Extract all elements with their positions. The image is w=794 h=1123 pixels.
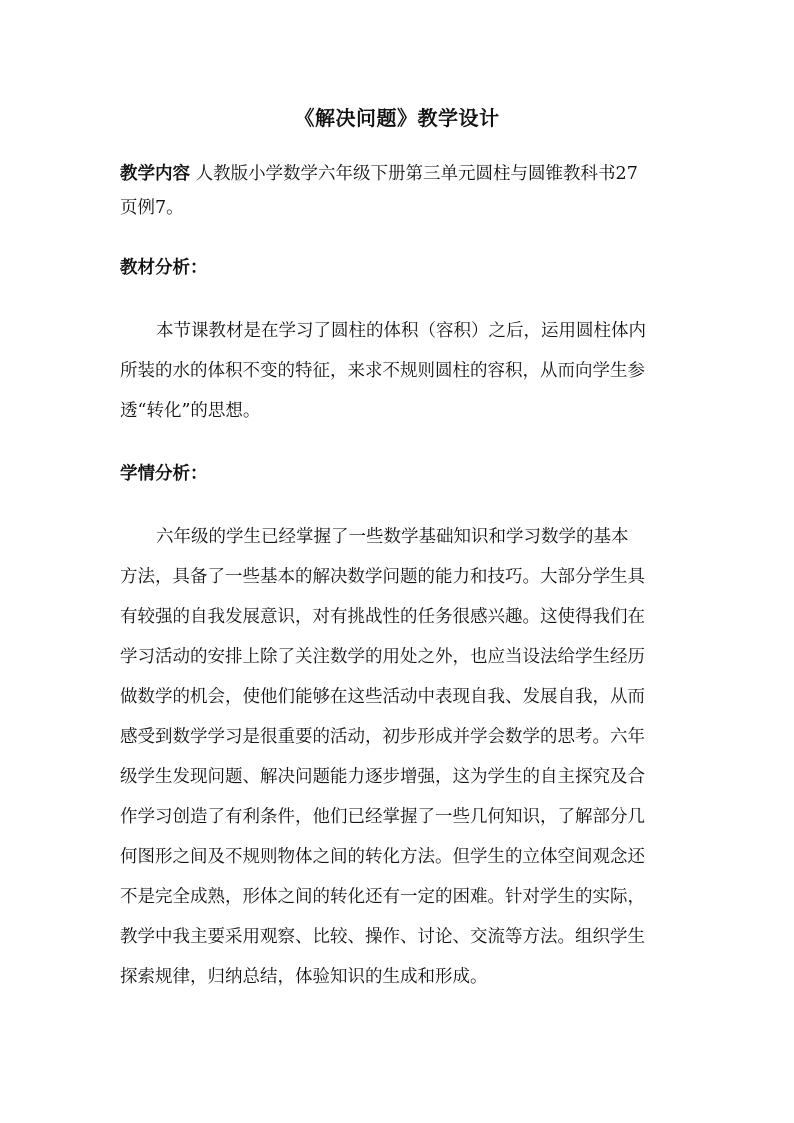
paragraph-line: 学习活动的安排上除了关注数学的用处之外，也应当设法给学生经历 [120, 647, 645, 667]
paragraph-line: 何图形之间及不规则物体之间的转化方法。但学生的立体空间观念还 [120, 847, 645, 867]
paragraph-line: 六年级的学生已经掌握了一些数学基础知识和学习数学的基本 [156, 527, 629, 547]
document-title: 《解决问题》教学设计 [294, 106, 500, 130]
teaching-content-text: 人教版小学数学六年级下册第三单元圆柱与圆锥教科书27 [190, 164, 638, 184]
paragraph-learner-analysis [120, 517, 682, 997]
teaching-content-line-2: 页例7。 [120, 198, 184, 218]
paragraph-line: 有较强的自我发展意识，对有挑战性的任务很感兴趣。这使得我们在 [120, 607, 645, 627]
paragraph-line: 作学习创造了有利条件，他们已经掌握了一些几何知识，了解部分几 [120, 807, 645, 827]
teaching-content-label: 教学内容 [120, 164, 190, 184]
paragraph-line: 不是完全成熟，形体之间的转化还有一定的困难。针对学生的实际， [120, 887, 645, 907]
paragraph-line: 本节课教材是在学习了圆柱的体积（容积）之后，运用圆柱体内 [156, 321, 646, 341]
paragraph-line: 教学中我主要采用观察、比较、操作、讨论、交流等方法。组织学生 [120, 927, 645, 947]
paragraph-line: 透“转化”的思想。 [120, 401, 261, 421]
paragraph-line: 探索规律，归纳总结，体验知识的生成和形成。 [120, 967, 488, 987]
section-heading-learner-analysis: 学情分析： [120, 464, 208, 484]
document-body [120, 157, 682, 997]
teaching-content-line-1 [120, 157, 682, 191]
paragraph-line: 做数学的机会，使他们能够在这些活动中表现自我、发展自我，从而 [120, 687, 645, 707]
paragraph-line: 所装的水的体积不变的特征，来求不规则圆柱的容积，从而向学生参 [120, 361, 645, 381]
section-heading-textbook-analysis: 教材分析： [120, 258, 208, 278]
paragraph-line: 方法，具备了一些基本的解决数学问题的能力和技巧。大部分学生具 [120, 567, 645, 587]
paragraph-textbook-analysis [120, 311, 682, 431]
paragraph-line: 级学生发现问题、解决问题能力逐步增强，这为学生的自主探究及合 [120, 767, 645, 787]
paragraph-line: 感受到数学学习是很重要的活动，初步形成并学会数学的思考。六年 [120, 727, 645, 747]
